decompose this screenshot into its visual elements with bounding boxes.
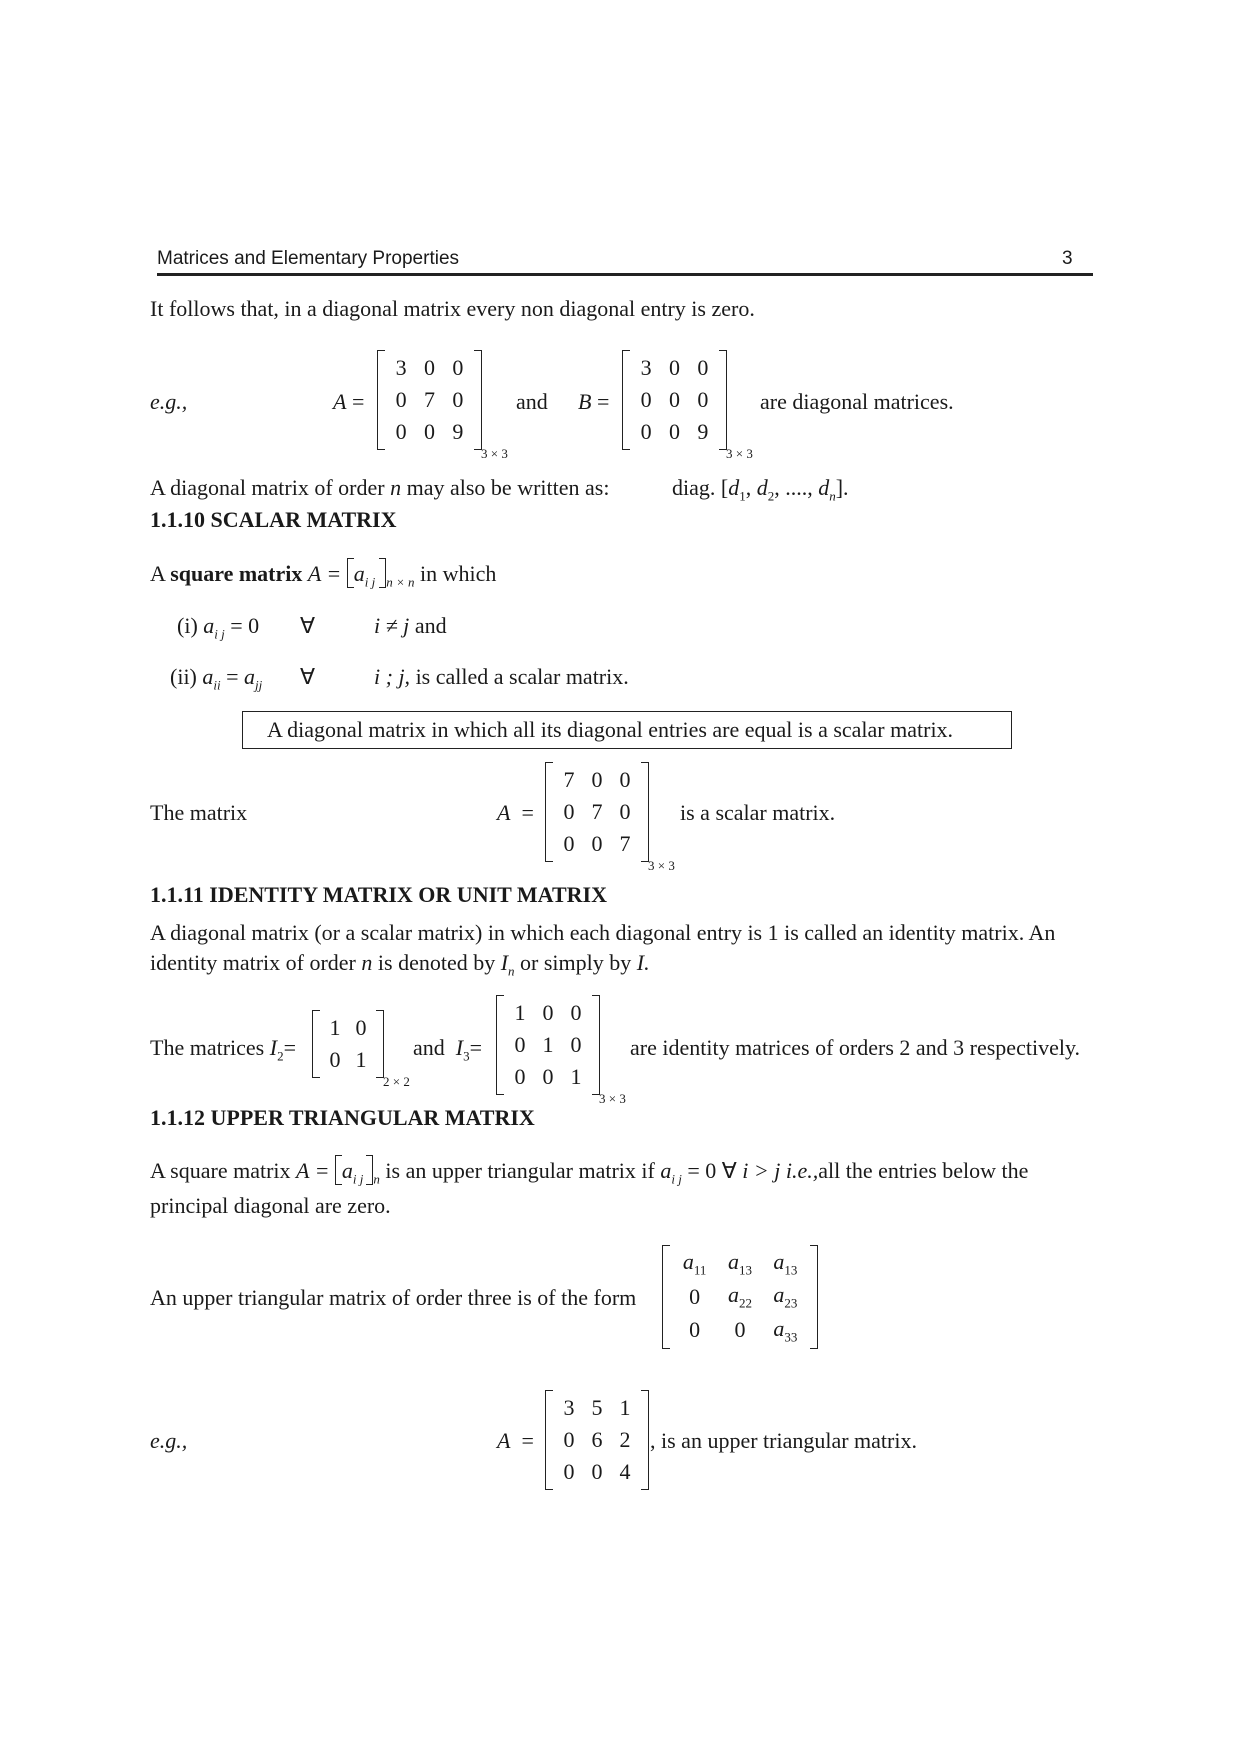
sub-2: 2 (277, 1048, 284, 1064)
matrix-cell: 5 (591, 1395, 603, 1420)
matrix-order: 3 × 3 (481, 446, 508, 461)
n-var: n (361, 950, 373, 975)
matrix-cell: 0 (640, 419, 652, 444)
diag-example-tail: are diagonal matrices. (760, 389, 954, 414)
left-bracket (496, 995, 504, 1095)
matrix-cell: 1 (542, 1032, 554, 1057)
diag-notation-text (150, 475, 609, 501)
left-bracket (662, 1245, 670, 1349)
eq: = (226, 664, 239, 689)
sub-ii: ii (213, 677, 221, 693)
a-var: a (660, 1158, 672, 1183)
eg-label: e.g., (150, 389, 188, 414)
sub-2: 2 (767, 488, 775, 504)
matrix-a (377, 350, 508, 461)
matrix-cell: 7 (423, 387, 435, 412)
eq: = (469, 1035, 483, 1060)
upper-form-matrix (662, 1245, 818, 1349)
upper-form-text: An upper triangular matrix of order three is of the form (150, 1285, 637, 1310)
matrix-cell: $a_{22}$ (727, 1282, 752, 1311)
matrix-cell: 0 (452, 387, 464, 412)
text: identity matrix of order (150, 950, 356, 975)
eq: = (283, 1035, 296, 1060)
matrix-cell: 0 (514, 1064, 526, 1089)
scalar-example-tail: is a scalar matrix. (680, 800, 836, 825)
identity-line-1: A diagonal matrix (or a scalar matrix) in which each diagonal entry is 1 is called an identity matrix. An (150, 920, 1056, 945)
a-var: a (203, 613, 215, 638)
identity-example-label: The matrices $I_2=$ (150, 1035, 296, 1064)
def-eq: A = (307, 561, 347, 586)
matrix-cell: 0 (689, 1317, 701, 1343)
sub-n: n (373, 1171, 380, 1187)
and-text: and (413, 1035, 445, 1060)
d-var: d (728, 475, 740, 500)
text: is an upper triangular matrix if (385, 1158, 655, 1183)
section-heading-identity: 1.1.11 IDENTITY MATRIX OR UNIT MATRIX (150, 882, 607, 907)
matrix-cell: 0 (395, 387, 407, 412)
matrix-cell: 0 (640, 387, 652, 412)
matrix-cell: 0 (423, 419, 435, 444)
sub-jj: jj (255, 677, 263, 693)
matrix-cell: 1 (355, 1047, 367, 1072)
order-sub: n × n (386, 574, 415, 590)
def-tail: in which (420, 561, 497, 586)
right-bracket (592, 995, 600, 1095)
condition-2-tail (374, 664, 629, 690)
matrix-cell: 0 (591, 831, 603, 856)
matrix-cell: 0 (689, 1283, 701, 1309)
intro-text: It follows that, in a diagonal matrix every non diagonal entry is zero. (150, 296, 755, 321)
text: is denoted by (377, 950, 496, 975)
diag-close: ]. (835, 475, 849, 500)
matrix-cell: 9 (452, 419, 464, 444)
matrix-cell: 4 (619, 1459, 631, 1484)
matrix-cell: 0 (591, 1459, 603, 1484)
cond-tail: is called a scalar matrix. (415, 664, 629, 689)
scalar-matrix-label: A = (497, 800, 534, 825)
upper-example-tail: , is an upper triangular matrix. (650, 1428, 917, 1453)
right-bracket (641, 762, 649, 862)
matrix-cell: 0 (423, 355, 435, 380)
identity-line-2 (150, 950, 650, 979)
forall-2: ∀ (300, 664, 316, 689)
matrix-cell: 0 (619, 767, 631, 792)
matrix-cell: 6 (591, 1427, 603, 1452)
matrix-cell: 0 (452, 355, 464, 380)
sub-n: n (508, 963, 515, 979)
right-bracket (376, 1010, 384, 1078)
scalar-definition-box: A diagonal matrix in which all its diagonal entries are equal is a scalar matrix. (242, 711, 1012, 749)
cond-label: (ii) (170, 664, 197, 689)
matrix-b-label: B = (578, 389, 610, 414)
def-bold: square matrix (170, 561, 303, 586)
left-bracket (545, 1390, 553, 1490)
matrix-cell: 9 (697, 419, 709, 444)
cond-label: (i) (177, 613, 198, 638)
eg-label-2: e.g., (150, 1428, 188, 1453)
left-bracket (545, 762, 553, 862)
matrix-cell: 3 (640, 355, 652, 380)
sub-1: 1 (739, 488, 746, 504)
left-bracket (347, 558, 354, 588)
forall: ∀ (721, 1158, 737, 1183)
cond-and: and (414, 613, 447, 638)
cond-ij: i ≠ j (374, 613, 410, 638)
matrix-cell: $a_{33}$ (773, 1315, 798, 1345)
matrix-cell: 0 (697, 355, 709, 380)
matrix-cell: 0 (563, 831, 575, 856)
matrix-cell: 1 (570, 1064, 582, 1089)
matrix-a-label: A = (333, 389, 365, 414)
matrix-cell: 3 (563, 1395, 575, 1420)
a-var: a (353, 561, 365, 586)
matrix-cell: 7 (619, 831, 631, 856)
matrix-cell: 0 (395, 419, 407, 444)
sub-3: 3 (463, 1048, 470, 1064)
i-var: I. (636, 950, 650, 975)
right-bracket (719, 350, 727, 450)
matrix-b (622, 350, 753, 461)
matrix-cell: 0 (697, 387, 709, 412)
identity-example-tail: are identity matrices of orders 2 and 3 respectively. (630, 1035, 1081, 1060)
cond: = 0 (687, 1158, 717, 1183)
left-bracket (622, 350, 630, 450)
cond-ij: i ; j, (374, 664, 411, 689)
matrix-cell: 3 (395, 355, 407, 380)
matrix-cell: 0 (668, 419, 680, 444)
scalar-definition (150, 558, 496, 590)
matrix-cell: 0 (563, 1427, 575, 1452)
upper-definition (150, 1155, 1028, 1187)
sep: , (745, 475, 757, 500)
d-var: d (818, 475, 830, 500)
matrix-cell: 2 (619, 1427, 631, 1452)
d-var: d (756, 475, 768, 500)
matrix-cell: 0 (619, 799, 631, 824)
matrix-cell: 1 (514, 1000, 526, 1025)
matrix-cell: 0 (570, 1000, 582, 1025)
left-bracket (377, 350, 385, 450)
matrix-cell: 7 (591, 799, 603, 824)
matrix-cell: 0 (563, 1459, 575, 1484)
matrix-order: 2 × 2 (383, 1074, 410, 1089)
sub-ij: i j (352, 1171, 364, 1187)
scalar-matrix (545, 762, 675, 873)
text: The matrices (150, 1035, 265, 1060)
page-number: 3 (1062, 248, 1073, 269)
upper-definition-line-2: principal diagonal are zero. (150, 1193, 391, 1218)
forall-1: ∀ (300, 613, 316, 638)
diag-open: diag. [ (672, 475, 729, 500)
a-var: a (341, 1158, 353, 1183)
running-header-title: Matrices and Elementary Properties (157, 248, 460, 269)
left-bracket (312, 1010, 320, 1078)
sep: , ...., (774, 475, 819, 500)
matrix-cell: $a_{13}$ (773, 1248, 798, 1278)
matrix-cell: 0 (563, 799, 575, 824)
cond-expr: = 0 (230, 613, 260, 638)
matrix-order: 3 × 3 (726, 446, 753, 461)
cond-ij: i > j (742, 1158, 781, 1183)
section-heading-upper: 1.1.12 UPPER TRIANGULAR MATRIX (150, 1105, 535, 1130)
sub-ij: i j (364, 574, 376, 590)
matrix-cell: 1 (329, 1015, 341, 1040)
left-bracket (335, 1155, 342, 1185)
matrix-cell: 0 (542, 1000, 554, 1025)
section-heading-scalar: 1.1.10 SCALAR MATRIX (150, 507, 397, 532)
and-text: and (516, 389, 548, 414)
matrix-cell: 0 (570, 1032, 582, 1057)
matrix-cell: 0 (542, 1064, 554, 1089)
matrix-cell: 0 (329, 1047, 341, 1072)
notation-text-b: may also be written as: (406, 475, 610, 500)
text: all the entries below the (818, 1158, 1029, 1183)
condition-2: (ii) $a_{ii} = a_{jj}$ (170, 664, 263, 693)
notation-text-a: A diagonal matrix of order (150, 475, 385, 500)
sub-ij: i j (214, 626, 225, 642)
sub-ij: i j (671, 1171, 682, 1187)
n-var: n (390, 475, 402, 500)
ie: i.e., (785, 1158, 819, 1183)
matrix-cell: $a_{11}$ (682, 1248, 707, 1278)
scalar-example-label: The matrix (150, 800, 248, 825)
right-bracket (810, 1245, 818, 1349)
i-var: I (500, 950, 509, 975)
right-bracket (474, 350, 482, 450)
matrix-order: 3 × 3 (648, 858, 675, 873)
matrix-cell: 0 (734, 1317, 746, 1343)
right-bracket (641, 1390, 649, 1490)
text: or simply by (520, 950, 632, 975)
matrix-cell: $a_{23}$ (773, 1282, 798, 1311)
header-rule (157, 273, 1093, 276)
condition-1 (177, 613, 259, 642)
condition-1-ij (374, 613, 447, 639)
matrix-cell: 0 (355, 1015, 367, 1040)
matrix-cell: 0 (668, 387, 680, 412)
def-a: A (150, 561, 165, 586)
identity-matrix-2 (312, 1010, 410, 1089)
def-eq: A = (296, 1158, 335, 1183)
diag-notation-formula (672, 475, 849, 504)
identity-and: and $I_3=$ (413, 1035, 483, 1064)
identity-matrix-3 (496, 995, 626, 1106)
matrix-cell: $a_{13}$ (727, 1248, 752, 1278)
matrix-cell: 0 (591, 767, 603, 792)
matrix-cell: 0 (668, 355, 680, 380)
sub-n: n (829, 488, 836, 504)
matrix-order: 3 × 3 (599, 1091, 626, 1106)
upper-example-matrix (545, 1390, 649, 1490)
matrix-cell: 1 (619, 1395, 631, 1420)
text: A square matrix (150, 1158, 291, 1183)
matrix-cell: 7 (563, 767, 575, 792)
upper-matrix-label: A = (497, 1428, 534, 1453)
matrix-cell: 0 (514, 1032, 526, 1057)
